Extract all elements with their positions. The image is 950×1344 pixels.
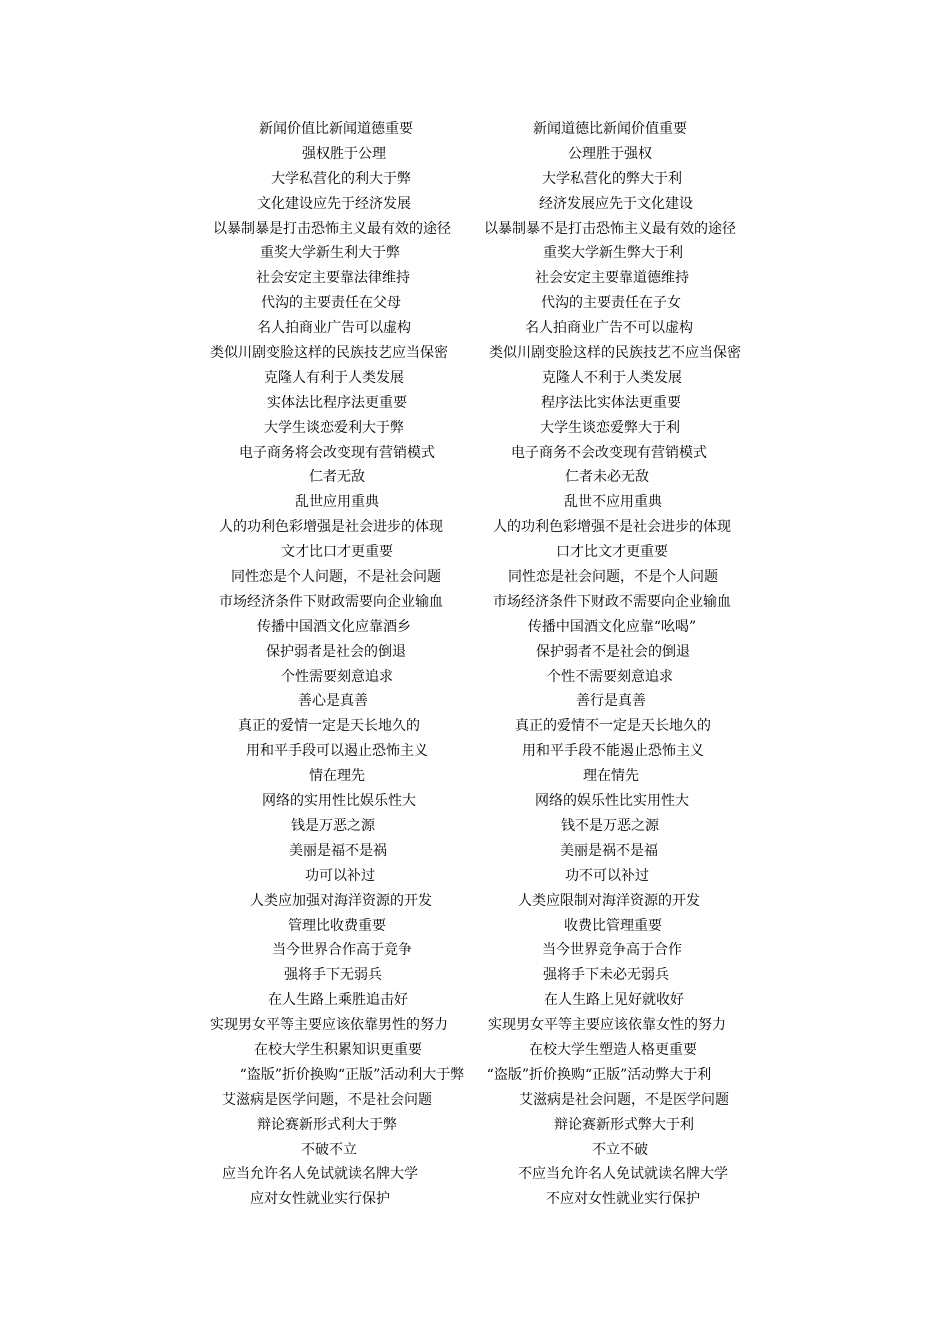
topic-row (0, 615, 950, 640)
topic-row (0, 590, 950, 615)
pro-topic: 在人生路上乘胜追击好 (268, 992, 408, 1009)
topic-row (0, 988, 950, 1013)
pro-topic: 人的功利色彩增强是社会进步的体现 (219, 519, 443, 536)
con-topic: 社会安定主要靠道德维持 (535, 270, 689, 287)
pro-topic: 当今世界合作高于竞争 (272, 942, 412, 959)
con-topic: 口才比文才更重要 (556, 544, 668, 561)
pro-topic: 以暴制暴是打击恐怖主义最有效的途径 (213, 220, 451, 237)
topic-row (0, 1113, 950, 1138)
con-topic: 艾滋病是社会问题，不是医学问题 (519, 1091, 729, 1108)
topic-row (0, 316, 950, 341)
con-topic: 在校大学生塑造人格更重要 (529, 1041, 697, 1058)
pro-topic: 文化建设应先于经济发展 (257, 195, 411, 212)
topic-row (0, 1013, 950, 1038)
topic-row (0, 889, 950, 914)
pro-topic: 保护弱者是社会的倒退 (266, 643, 406, 660)
con-topic: 程序法比实体法更重要 (541, 394, 681, 411)
pro-topic: 应对女性就业实行保护 (250, 1191, 390, 1208)
topic-row (0, 416, 950, 441)
topic-row (0, 764, 950, 789)
con-topic: 钱不是万恶之源 (561, 817, 659, 834)
pro-topic: 重奖大学新生利大于弊 (260, 245, 400, 262)
con-topic: 公理胜于强权 (568, 145, 652, 162)
topic-row (0, 565, 950, 590)
con-topic: 保护弱者不是社会的倒退 (536, 643, 690, 660)
topic-row (0, 217, 950, 242)
pro-topic: 艾滋病是医学问题，不是社会问题 (222, 1091, 432, 1108)
topic-row (0, 341, 950, 366)
topic-row (0, 291, 950, 316)
con-topic: 不应对女性就业实行保护 (546, 1191, 700, 1208)
con-topic: 网络的娱乐性比实用性大 (535, 793, 689, 810)
con-topic: 善行是真善 (576, 693, 646, 710)
topic-row (0, 689, 950, 714)
con-topic: 美丽是祸不是福 (560, 842, 658, 859)
topic-row (0, 914, 950, 939)
topic-row (0, 1138, 950, 1163)
pro-topic: 应当允许名人免试就读名牌大学 (222, 1166, 418, 1183)
pro-topic: 强将手下无弱兵 (284, 967, 382, 984)
pro-topic: 新闻价值比新闻道德重要 (259, 121, 413, 137)
con-topic: 新闻道德比新闻价值重要 (533, 121, 687, 137)
con-topic: 名人拍商业广告不可以虚构 (525, 320, 693, 337)
pro-topic: 文才比口才更重要 (281, 544, 393, 561)
con-topic: 传播中国酒文化应靠“吆喝” (527, 618, 697, 635)
topic-row (0, 789, 950, 814)
pro-topic: 真正的爱情一定是天长地久的 (238, 718, 420, 735)
topic-row (0, 192, 950, 217)
topic-row (0, 864, 950, 889)
topic-row (0, 241, 950, 266)
pro-topic: 大学生谈恋爱利大于弊 (264, 419, 404, 436)
pro-topic: 社会安定主要靠法律维持 (256, 270, 410, 287)
pro-topic: 代沟的主要责任在父母 (261, 295, 401, 312)
con-topic: 不立不破 (592, 1141, 648, 1158)
con-topic: 重奖大学新生弊大于利 (543, 245, 683, 262)
con-topic: 在人生路上见好就收好 (544, 992, 684, 1009)
topic-row (0, 1063, 950, 1088)
pro-topic: “盗版”折价换购“正版”活动利大于弊 (239, 1066, 465, 1083)
con-topic: 用和平手段不能遏止恐怖主义 (522, 743, 704, 760)
con-topic: 不应当允许名人免试就读名牌大学 (518, 1166, 728, 1183)
con-topic: 实现男女平等主要应该依靠女性的努力 (488, 1017, 726, 1034)
con-topic: 个性不需要刻意追求 (547, 668, 673, 685)
topic-row (0, 739, 950, 764)
pro-topic: 用和平手段可以遏止恐怖主义 (246, 743, 428, 760)
pro-topic: 善心是真善 (298, 693, 368, 710)
con-topic: 市场经济条件下财政不需要向企业输血 (493, 593, 731, 610)
con-topic: 真正的爱情不一定是天长地久的 (515, 718, 711, 735)
con-topic: 大学生谈恋爱弊大于利 (540, 419, 680, 436)
con-topic: 仁者未必无敌 (565, 469, 649, 486)
pro-topic: 实现男女平等主要应该依靠男性的努力 (210, 1017, 448, 1034)
topic-row (0, 167, 950, 192)
topic-row (0, 814, 950, 839)
topic-row (0, 1038, 950, 1063)
con-topic: 电子商务不会改变现有营销模式 (511, 444, 707, 461)
topic-row (0, 714, 950, 739)
topic-row (0, 366, 950, 391)
con-topic: 功不可以补过 (565, 867, 649, 884)
pro-topic: 网络的实用性比娱乐性大 (262, 793, 416, 810)
con-topic: 代沟的主要责任在子女 (541, 295, 681, 312)
pro-topic: 传播中国酒文化应靠酒乡 (257, 618, 411, 635)
pro-topic: 乱世应用重典 (295, 494, 379, 511)
pro-topic: 名人拍商业广告可以虚构 (257, 320, 411, 337)
pro-topic: 强权胜于公理 (302, 145, 386, 162)
topic-row (0, 540, 950, 565)
con-topic: 当今世界竞争高于合作 (542, 942, 682, 959)
topic-row (0, 490, 950, 515)
pro-topic: 人类应加强对海洋资源的开发 (250, 892, 432, 909)
pro-topic: 功可以补过 (305, 867, 375, 884)
con-topic: 强将手下未必无弱兵 (543, 967, 669, 984)
pro-topic: 管理比收费重要 (288, 917, 386, 934)
con-topic: 收费比管理重要 (564, 917, 662, 934)
pro-topic: 辩论赛新形式利大于弊 (257, 1116, 397, 1133)
con-topic: “盗版”折价换购“正版”活动弊大于利 (486, 1066, 712, 1083)
pro-topic: 钱是万恶之源 (291, 817, 375, 834)
pro-topic: 类似川剧变脸这样的民族技艺应当保密 (210, 345, 448, 362)
topic-row (0, 839, 950, 864)
con-topic: 同性恋是社会问题，不是个人问题 (508, 569, 718, 586)
con-topic: 以暴制暴不是打击恐怖主义最有效的途径 (484, 220, 736, 237)
pro-topic: 美丽是福不是祸 (289, 842, 387, 859)
topic-row (0, 1187, 950, 1212)
con-topic: 大学私营化的弊大于利 (542, 170, 682, 187)
con-topic: 辩论赛新形式弊大于利 (554, 1116, 694, 1133)
pro-topic: 市场经济条件下财政需要向企业输血 (219, 593, 443, 610)
topic-row (0, 1088, 950, 1113)
pro-topic: 大学私营化的利大于弊 (271, 170, 411, 187)
con-topic: 经济发展应先于文化建设 (539, 195, 693, 212)
topic-row (0, 963, 950, 988)
pro-topic: 情在理先 (309, 768, 365, 785)
topic-row (0, 640, 950, 665)
topic-row (0, 117, 950, 142)
topic-row (0, 142, 950, 167)
pro-topic: 同性恋是个人问题，不是社会问题 (231, 569, 441, 586)
con-topic: 理在情先 (583, 768, 639, 785)
pro-topic: 在校大学生积累知识更重要 (254, 1041, 422, 1058)
topic-row (0, 266, 950, 291)
topic-list (0, 117, 950, 1212)
con-topic: 类似川剧变脸这样的民族技艺不应当保密 (489, 345, 741, 362)
topic-row (0, 665, 950, 690)
pro-topic: 个性需要刻意追求 (281, 668, 393, 685)
pro-topic: 克隆人有利于人类发展 (264, 369, 404, 386)
con-topic: 乱世不应用重典 (564, 494, 662, 511)
con-topic: 人的功利色彩增强不是社会进步的体现 (493, 519, 731, 536)
topic-row (0, 515, 950, 540)
topic-row (0, 391, 950, 416)
pro-topic: 电子商务将会改变现有营销模式 (239, 444, 435, 461)
pro-topic: 不破不立 (301, 1141, 357, 1158)
topic-row (0, 441, 950, 466)
pro-topic: 仁者无敌 (309, 469, 365, 486)
topic-row (0, 1162, 950, 1187)
topic-row (0, 938, 950, 963)
pro-topic: 实体法比程序法更重要 (267, 394, 407, 411)
con-topic: 克隆人不利于人类发展 (542, 369, 682, 386)
topic-row (0, 465, 950, 490)
con-topic: 人类应限制对海洋资源的开发 (518, 892, 700, 909)
